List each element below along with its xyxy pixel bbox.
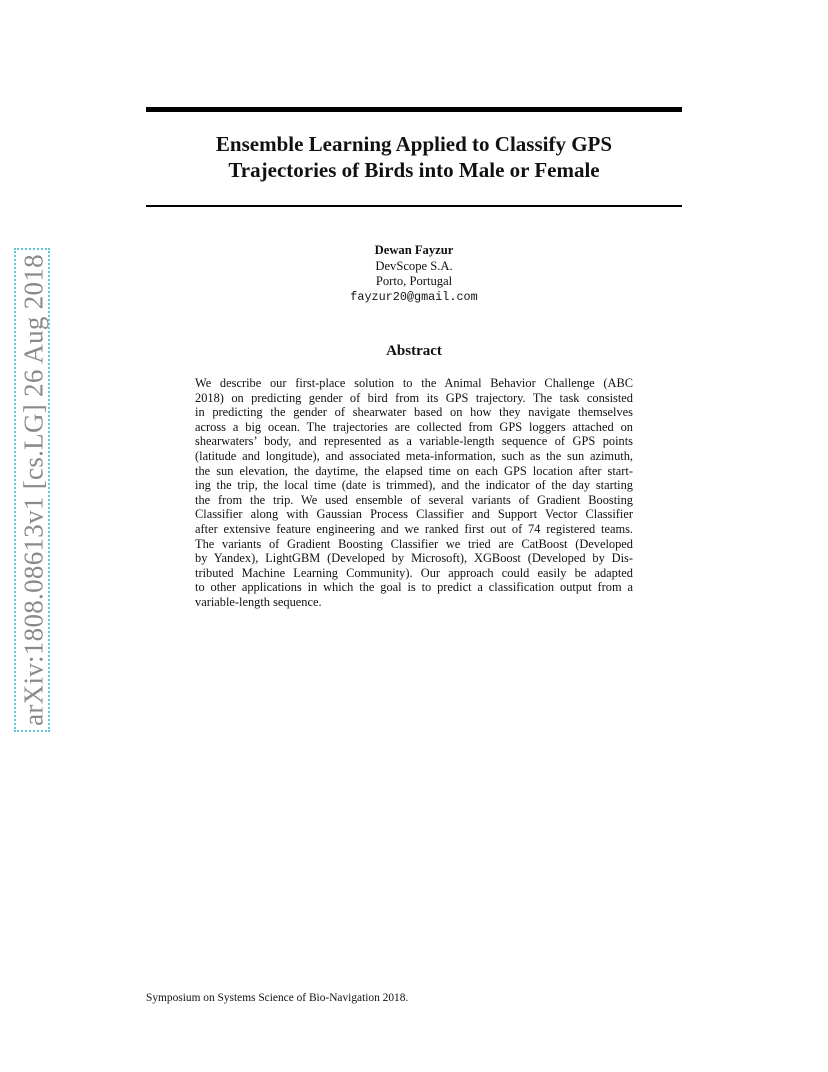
abstract-line: to other applications in which the goal is to predict a classification output from a <box>195 580 633 595</box>
author-affiliation: DevScope S.A. <box>375 258 453 273</box>
abstract-line: across a big ocean. The trajectories are collected from GPS loggers attached on <box>195 419 633 434</box>
abstract-line: in predicting the gender of shearwater based on how they navigate themselves <box>195 405 633 420</box>
arxiv-identifier: arXiv:1808.08613v1 [cs.LG] 26 Aug 2018 <box>18 254 49 726</box>
author-block <box>146 243 682 305</box>
abstract-line: the from the trip. We used ensemble of several variants of Gradient Boosting <box>195 492 633 507</box>
abstract-line: variable-length sequence. <box>195 594 322 609</box>
abstract-line: the sun elevation, the daytime, the elapsed time on each GPS location after start- <box>195 463 633 478</box>
title-top-rule <box>146 107 682 112</box>
abstract-line: by Yandex), LightGBM (Developed by Microsoft), XGBoost (Developed by Dis- <box>195 551 633 566</box>
author-name: Dewan Fayzur <box>374 243 454 257</box>
footnote: Symposium on Systems Science of Bio-Navigation 2018. <box>146 992 409 1004</box>
abstract-line: The variants of Gradient Boosting Classifier we tried are CatBoost (Developed <box>195 536 633 551</box>
abstract-line: tributed Machine Learning Community). Our approach could easily be adapted <box>195 565 633 580</box>
abstract-line: (latitude and longitude), and associated meta-information, such as the sun azimuth, <box>195 448 633 463</box>
abstract-line: shearwaters’ body, and represented as a variable-length sequence of GPS points <box>195 434 633 449</box>
abstract-heading: Abstract <box>386 343 442 359</box>
abstract-line: ing the trip, the local time (date is trimmed), and the indicator of the day starting <box>195 478 633 493</box>
title-bottom-rule <box>146 205 682 207</box>
author-email: fayzur20@gmail.com <box>350 289 478 304</box>
author-location: Porto, Portugal <box>375 274 453 288</box>
paper-title-line-2: Trajectories of Birds into Male or Female <box>228 158 600 182</box>
abstract-line: We describe our first-place solution to the Animal Behavior Challenge (ABC <box>195 376 633 390</box>
abstract-line: after extensive feature engineering and we ranked first out of 74 registered teams. <box>195 521 633 536</box>
paper-title-line-1: Ensemble Learning Applied to Classify GPS <box>215 132 613 156</box>
abstract-line: Classifier along with Gaussian Process Classifier and Support Vector Classifier <box>195 507 633 522</box>
abstract-body <box>195 376 633 610</box>
paper-title <box>146 131 682 183</box>
abstract-line: 2018) on predicting gender of bird from its GPS trajectory. The task consisted <box>195 390 633 405</box>
